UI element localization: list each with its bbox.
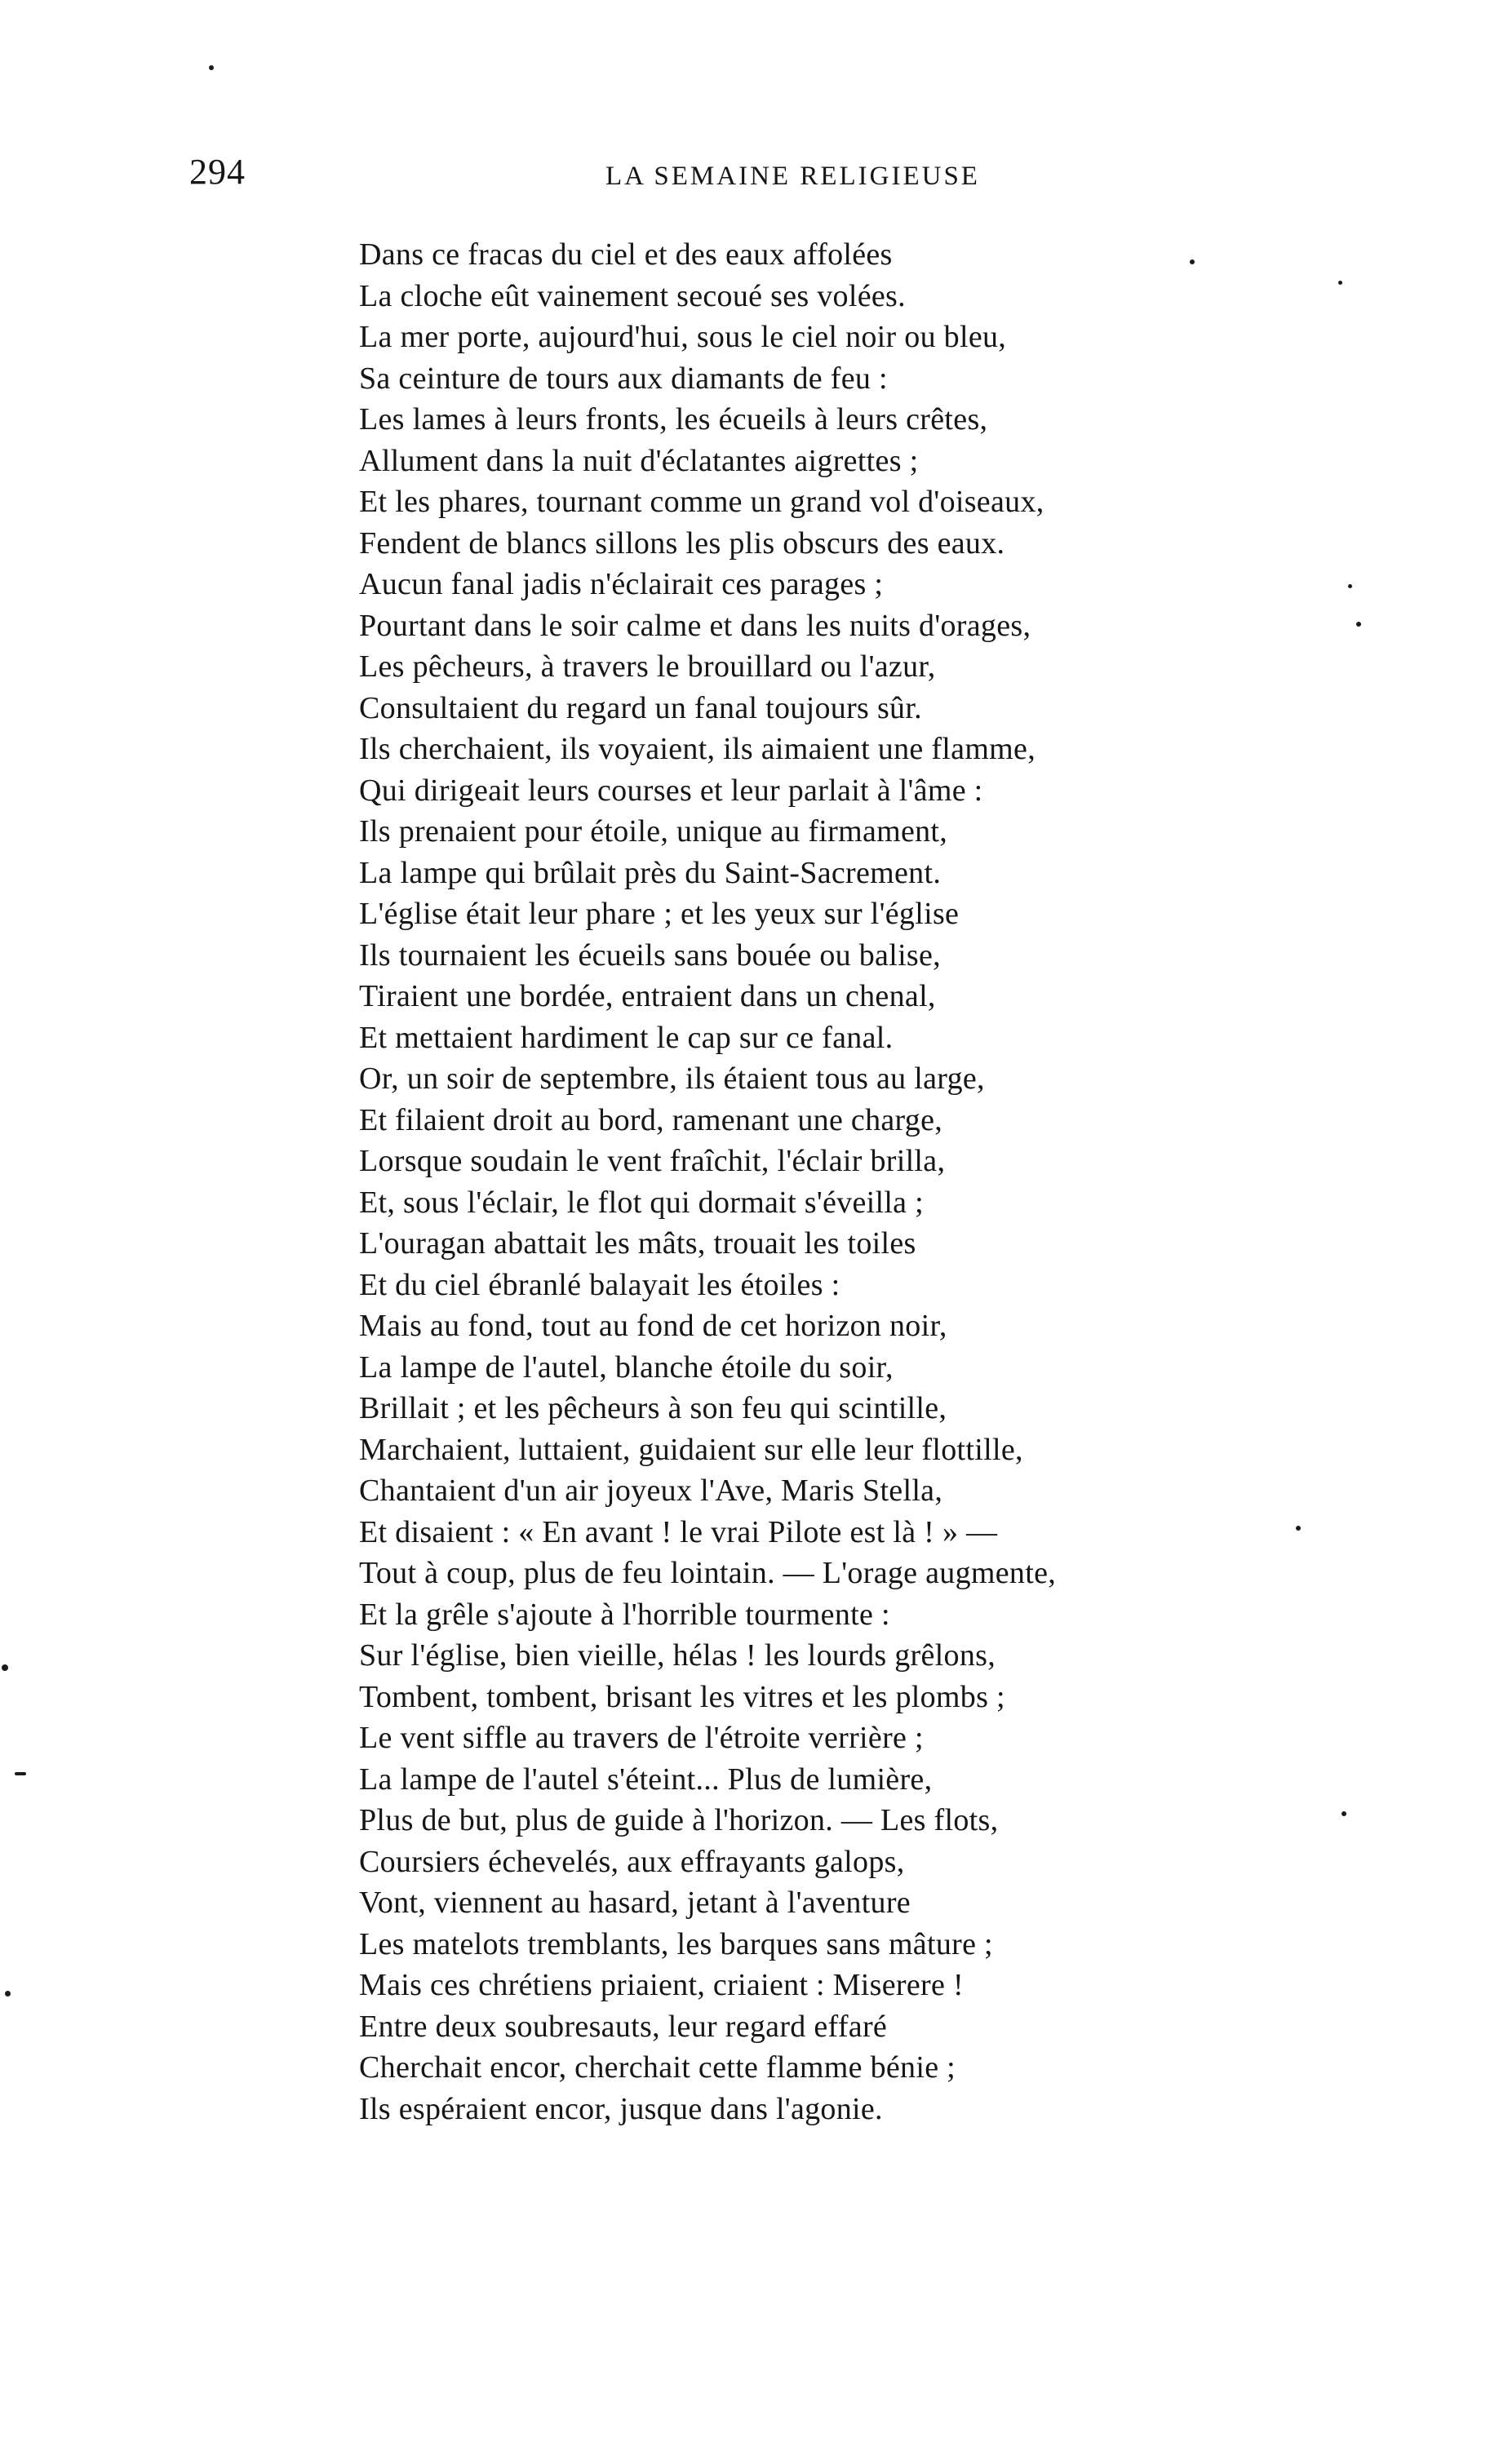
poem-line: Ils tournaient les écueils sans bouée ou balise, [359, 937, 941, 973]
poem-line: Tout à coup, plus de feu lointain. — L'orage augmente, [359, 1556, 1057, 1590]
poem-line: Qui dirigeait leurs courses et leur parlait à l'âme : [359, 773, 983, 808]
scan-speck [1190, 259, 1195, 264]
poem-line: Pourtant dans le soir calme et dans les nuits d'orages, [359, 608, 1031, 643]
scan-speck [1342, 1811, 1346, 1816]
poem-line: Sur l'église, bien vieille, hélas ! les lourds grêlons, [359, 1638, 996, 1673]
scan-speck [1356, 622, 1361, 627]
scan-speck [209, 65, 214, 70]
poem-line: Le vent siffle au travers de l'étroite verrière ; [359, 1721, 924, 1755]
poem-line: Tombent, tombent, brisant les vitres et les plombs ; [359, 1679, 1005, 1714]
poem-line: Plus de but, plus de guide à l'horizon. — Les flots, [359, 1803, 999, 1837]
scan-speck [1338, 281, 1342, 285]
poem-line: Les lames à leurs fronts, les écueils à leurs crêtes, [359, 402, 988, 437]
page-number: 294 [189, 152, 246, 192]
scan-speck [1296, 1526, 1301, 1531]
poem-line: Et mettaient hardiment le cap sur ce fanal. [359, 1020, 894, 1055]
poem-line: La lampe de l'autel s'éteint... Plus de lumière, [359, 1762, 933, 1797]
scan-speck [15, 1772, 26, 1775]
poem-line: La cloche eût vainement secoué ses volées. [359, 278, 906, 313]
poem-line: La lampe qui brûlait près du Saint-Sacrement. [359, 855, 942, 890]
poem-line: Aucun fanal jadis n'éclairait ces parages ; [359, 567, 884, 601]
poem-line: Consultaient du regard un fanal toujours sûr. [359, 690, 922, 725]
poem-line: Mais ces chrétiens priaient, criaient : Miserere ! [359, 1968, 964, 2002]
poem-line: Fendent de blancs sillons les plis obscurs des eaux. [359, 525, 1005, 561]
poem-line: Ils cherchaient, ils voyaient, ils aimaient une flamme, [359, 732, 1036, 766]
poem-line: Et disaient : « En avant ! le vrai Pilote est là ! » — [359, 1514, 998, 1549]
poem-line: Tiraient une bordée, entraient dans un chenal, [359, 979, 936, 1013]
poem-line: Dans ce fracas du ciel et des eaux affolées [359, 237, 893, 272]
poem-line: L'ouragan abattait les mâts, trouait les toiles [359, 1226, 916, 1261]
poem-line: Chantaient d'un air joyeux l'Ave, Maris Stella, [359, 1474, 943, 1508]
scan-speck [5, 1991, 11, 1996]
poem-line: Vont, viennent au hasard, jetant à l'aventure [359, 1886, 911, 1920]
poem-line: Mais au fond, tout au fond de cet horizon noir, [359, 1309, 947, 1343]
poem-line: Et la grêle s'ajoute à l'horrible tourmente : [359, 1597, 890, 1632]
poem-line: Or, un soir de septembre, ils étaient tous au large, [359, 1061, 985, 1096]
poem-line: Et filaient droit au bord, ramenant une charge, [359, 1102, 943, 1137]
poem-line: La lampe de l'autel, blanche étoile du soir, [359, 1349, 894, 1385]
poem-line: Les pêcheurs, à travers le brouillard ou l'azur, [359, 649, 936, 684]
poem-line: Coursiers échevelés, aux effrayants galops, [359, 1844, 905, 1879]
poem-line: Allument dans la nuit d'éclatantes aigrettes ; [359, 443, 919, 478]
poem-line: Lorsque soudain le vent fraîchit, l'éclair brilla, [359, 1144, 946, 1178]
running-title: LA SEMAINE RELIGIEUSE [605, 162, 980, 191]
poem-line: Brillait ; et les pêcheurs à son feu qui scintille, [359, 1391, 947, 1425]
poem-line: Cherchait encor, cherchait cette flamme bénie ; [359, 2050, 956, 2085]
poem-line: Et les phares, tournant comme un grand vol d'oiseaux, [359, 485, 1044, 519]
poem-line: Et du ciel ébranlé balayait les étoiles : [359, 1267, 840, 1302]
poem-line: Les matelots tremblants, les barques sans mâture ; [359, 1926, 993, 1961]
poem-line: La mer porte, aujourd'hui, sous le ciel noir ou bleu, [359, 320, 1007, 354]
poem-text [359, 234, 1289, 2129]
poem-line: L'église était leur phare ; et les yeux sur l'église [359, 897, 960, 931]
poem-line: Ils espéraient encor, jusque dans l'agonie. [359, 2091, 883, 2126]
poem-line: Et, sous l'éclair, le flot qui dormait s'éveilla ; [359, 1185, 925, 1220]
poem-line: Ils prenaient pour étoile, unique au firmament, [359, 814, 948, 849]
poem-line: Marchaient, luttaient, guidaient sur elle leur flottille, [359, 1432, 1023, 1467]
poem-line: Sa ceinture de tours aux diamants de feu : [359, 361, 888, 396]
scan-speck [1348, 584, 1352, 588]
poem-line: Entre deux soubresauts, leur regard effaré [359, 2009, 888, 2044]
scan-speck [2, 1664, 8, 1671]
